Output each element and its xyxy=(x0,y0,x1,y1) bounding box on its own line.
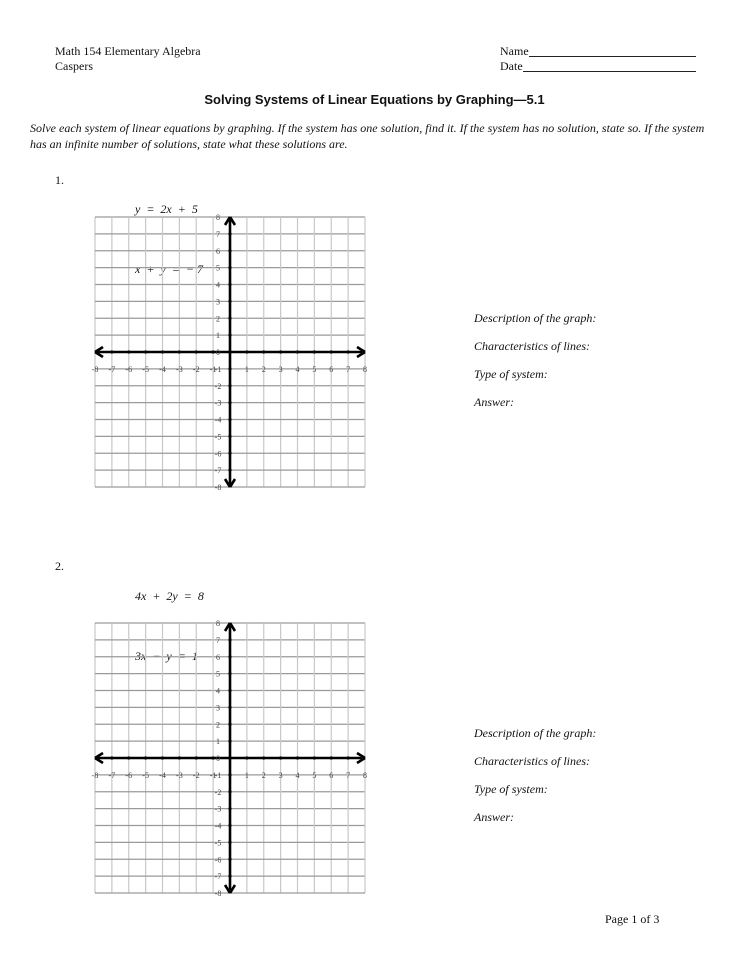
y-tick-label: -7 xyxy=(214,466,222,476)
date-label: Date xyxy=(500,59,523,73)
date-blank[interactable] xyxy=(523,59,696,72)
answer-prompts xyxy=(474,311,596,423)
y-tick-mark xyxy=(228,317,231,320)
x-tick-label: 5 xyxy=(312,365,317,374)
x-tick-label: 8 xyxy=(363,771,367,780)
x-tick-mark xyxy=(296,756,299,759)
y-tick-label: -7 xyxy=(214,872,222,882)
y-tick-mark xyxy=(228,350,231,353)
x-tick-mark xyxy=(161,350,164,353)
y-tick-label: 5 xyxy=(216,263,220,273)
equation: 3x − y = 1 xyxy=(135,649,198,663)
x-tick-mark xyxy=(178,756,181,759)
y-tick-label: 5 xyxy=(216,669,220,679)
x-tick-mark xyxy=(127,350,130,353)
y-tick-label: 3 xyxy=(216,703,220,713)
y-tick-mark xyxy=(228,384,231,387)
x-tick-mark xyxy=(144,756,147,759)
y-tick-mark xyxy=(228,469,231,472)
x-tick-mark xyxy=(245,350,248,353)
y-tick-label: 1 xyxy=(216,737,220,747)
x-tick-label: -7 xyxy=(108,771,116,780)
course-header xyxy=(55,44,201,74)
y-tick-label: -3 xyxy=(214,398,222,408)
x-tick-mark xyxy=(178,350,181,353)
coordinate-grid[interactable] xyxy=(88,210,373,495)
x-tick-mark xyxy=(296,350,299,353)
prompt-type: Type of system: xyxy=(474,782,548,796)
x-tick-mark xyxy=(245,756,248,759)
y-tick-label: 0 xyxy=(216,348,220,357)
x-tick-mark xyxy=(313,350,316,353)
y-tick-mark xyxy=(228,283,231,286)
x-tick-label: -5 xyxy=(142,365,149,374)
y-tick-label: -2 xyxy=(214,381,222,391)
prompt-characteristics: Characteristics of lines: xyxy=(474,754,590,768)
x-tick-label: 6 xyxy=(329,771,334,780)
x-tick-label: -2 xyxy=(192,771,200,780)
y-tick-label: -6 xyxy=(214,855,222,865)
x-tick-label: -1 xyxy=(209,365,217,374)
x-tick-mark xyxy=(212,756,215,759)
y-tick-label: -6 xyxy=(214,449,222,459)
x-tick-label: -7 xyxy=(108,365,116,374)
x-tick-label: -4 xyxy=(159,365,166,374)
page-title: Solving Systems of Linear Equations by Graphing—5.1 xyxy=(204,92,545,107)
y-tick-mark xyxy=(228,841,231,844)
x-tick-mark xyxy=(110,350,113,353)
y-tick-mark xyxy=(228,452,231,455)
x-tick-label: -2 xyxy=(192,365,200,374)
y-tick-mark xyxy=(228,655,231,658)
y-tick-label: 4 xyxy=(216,686,220,696)
y-tick-label: 6 xyxy=(216,246,220,256)
y-tick-mark xyxy=(228,638,231,641)
x-tick-mark xyxy=(262,350,265,353)
y-tick-mark xyxy=(228,435,231,438)
course-name: Math 154 Elementary Algebra xyxy=(55,44,201,58)
x-tick-mark xyxy=(347,350,350,353)
y-tick-label: 2 xyxy=(216,720,220,730)
prompt-characteristics: Characteristics of lines: xyxy=(474,339,590,353)
prompt-answer: Answer: xyxy=(474,395,514,409)
y-tick-label: 8 xyxy=(216,213,220,222)
y-tick-label: -4 xyxy=(214,821,222,831)
instructions: Solve each system of linear equations by graphing. If the system has one solution, find it. If the system has no solution, state so. If the system has an infinite number of solutions, state what these solutions are. xyxy=(30,121,705,151)
y-tick-mark xyxy=(228,367,231,370)
y-tick-mark xyxy=(228,689,231,692)
x-tick-mark xyxy=(330,756,333,759)
y-tick-mark xyxy=(228,740,231,743)
instructor-name: Caspers xyxy=(55,59,93,73)
y-tick-label: -1 xyxy=(214,770,222,780)
prompt-type: Type of system: xyxy=(474,367,548,381)
problem-number: 1. xyxy=(55,173,64,187)
y-tick-mark xyxy=(228,418,231,421)
y-tick-label: 4 xyxy=(216,280,220,290)
y-tick-label: 7 xyxy=(216,229,220,239)
x-tick-mark xyxy=(144,350,147,353)
x-tick-mark xyxy=(347,756,350,759)
y-tick-label: 8 xyxy=(216,619,220,628)
x-tick-label: 7 xyxy=(346,365,351,374)
x-tick-label: -8 xyxy=(91,365,99,374)
y-tick-mark xyxy=(228,773,231,776)
x-tick-mark xyxy=(330,350,333,353)
y-tick-label: -1 xyxy=(214,364,222,374)
x-tick-label: 1 xyxy=(244,365,249,374)
y-tick-mark xyxy=(228,300,231,303)
y-tick-label: 0 xyxy=(216,754,220,763)
y-tick-label: 2 xyxy=(216,314,220,324)
name-label: Name xyxy=(500,44,529,58)
name-blank[interactable] xyxy=(529,44,696,57)
x-tick-label: 7 xyxy=(346,771,351,780)
y-tick-mark xyxy=(228,334,231,337)
y-tick-label: -8 xyxy=(214,889,222,898)
y-tick-label: 3 xyxy=(216,297,220,307)
equation: x + y = − 7 xyxy=(135,262,203,276)
x-tick-label: -5 xyxy=(142,771,149,780)
y-tick-mark xyxy=(228,790,231,793)
x-tick-label: -6 xyxy=(125,771,133,780)
prompt-description: Description of the graph: xyxy=(474,726,597,740)
x-tick-mark xyxy=(262,756,265,759)
y-tick-mark xyxy=(228,756,231,759)
x-tick-label: 3 xyxy=(278,771,283,780)
name-field[interactable] xyxy=(500,44,696,59)
y-tick-mark xyxy=(228,824,231,827)
prompt-description: Description of the graph: xyxy=(474,311,597,325)
equation: y = 2x + 5 xyxy=(135,202,198,216)
x-tick-label: 2 xyxy=(261,771,266,780)
equation: 4x + 2y = 8 xyxy=(135,589,204,603)
y-tick-mark xyxy=(228,858,231,861)
y-tick-mark xyxy=(228,706,231,709)
page-number: Page 1 of 3 xyxy=(605,912,660,926)
x-tick-label: -1 xyxy=(209,771,217,780)
y-tick-mark xyxy=(228,232,231,235)
date-field[interactable] xyxy=(500,59,696,74)
x-tick-mark xyxy=(127,756,130,759)
problem-number: 2. xyxy=(55,559,64,573)
y-tick-label: -2 xyxy=(214,787,222,797)
x-tick-label: 2 xyxy=(261,365,266,374)
x-tick-label: -4 xyxy=(159,771,166,780)
y-tick-label: -5 xyxy=(214,432,222,442)
y-tick-label: -8 xyxy=(214,483,222,492)
y-tick-label: 6 xyxy=(216,652,220,662)
y-tick-label: -4 xyxy=(214,415,222,425)
answer-prompts xyxy=(474,726,596,838)
x-tick-mark xyxy=(313,756,316,759)
coordinate-grid[interactable] xyxy=(88,616,373,901)
x-tick-mark xyxy=(212,350,215,353)
x-tick-mark xyxy=(195,350,198,353)
name-date-block xyxy=(500,44,696,74)
y-tick-mark xyxy=(228,875,231,878)
y-tick-mark xyxy=(228,401,231,404)
x-tick-mark xyxy=(195,756,198,759)
x-tick-mark xyxy=(110,756,113,759)
y-tick-label: 1 xyxy=(216,331,220,341)
x-tick-label: -8 xyxy=(91,771,99,780)
x-tick-label: -6 xyxy=(125,365,133,374)
y-tick-label: 7 xyxy=(216,635,220,645)
x-tick-mark xyxy=(279,350,282,353)
x-tick-mark xyxy=(161,756,164,759)
x-tick-label: 6 xyxy=(329,365,334,374)
y-tick-mark xyxy=(228,266,231,269)
y-tick-mark xyxy=(228,672,231,675)
x-tick-label: 1 xyxy=(244,771,249,780)
x-tick-label: 8 xyxy=(363,365,367,374)
y-tick-mark xyxy=(228,723,231,726)
y-tick-label: -3 xyxy=(214,804,222,814)
x-tick-mark xyxy=(279,756,282,759)
y-tick-mark xyxy=(228,807,231,810)
x-tick-label: 4 xyxy=(295,771,300,780)
y-tick-label: -5 xyxy=(214,838,222,848)
prompt-answer: Answer: xyxy=(474,810,514,824)
x-tick-label: 3 xyxy=(278,365,283,374)
x-tick-label: 5 xyxy=(312,771,317,780)
x-tick-label: 4 xyxy=(295,365,300,374)
x-tick-label: -3 xyxy=(176,365,183,374)
y-tick-mark xyxy=(228,249,231,252)
x-tick-label: -3 xyxy=(176,771,183,780)
